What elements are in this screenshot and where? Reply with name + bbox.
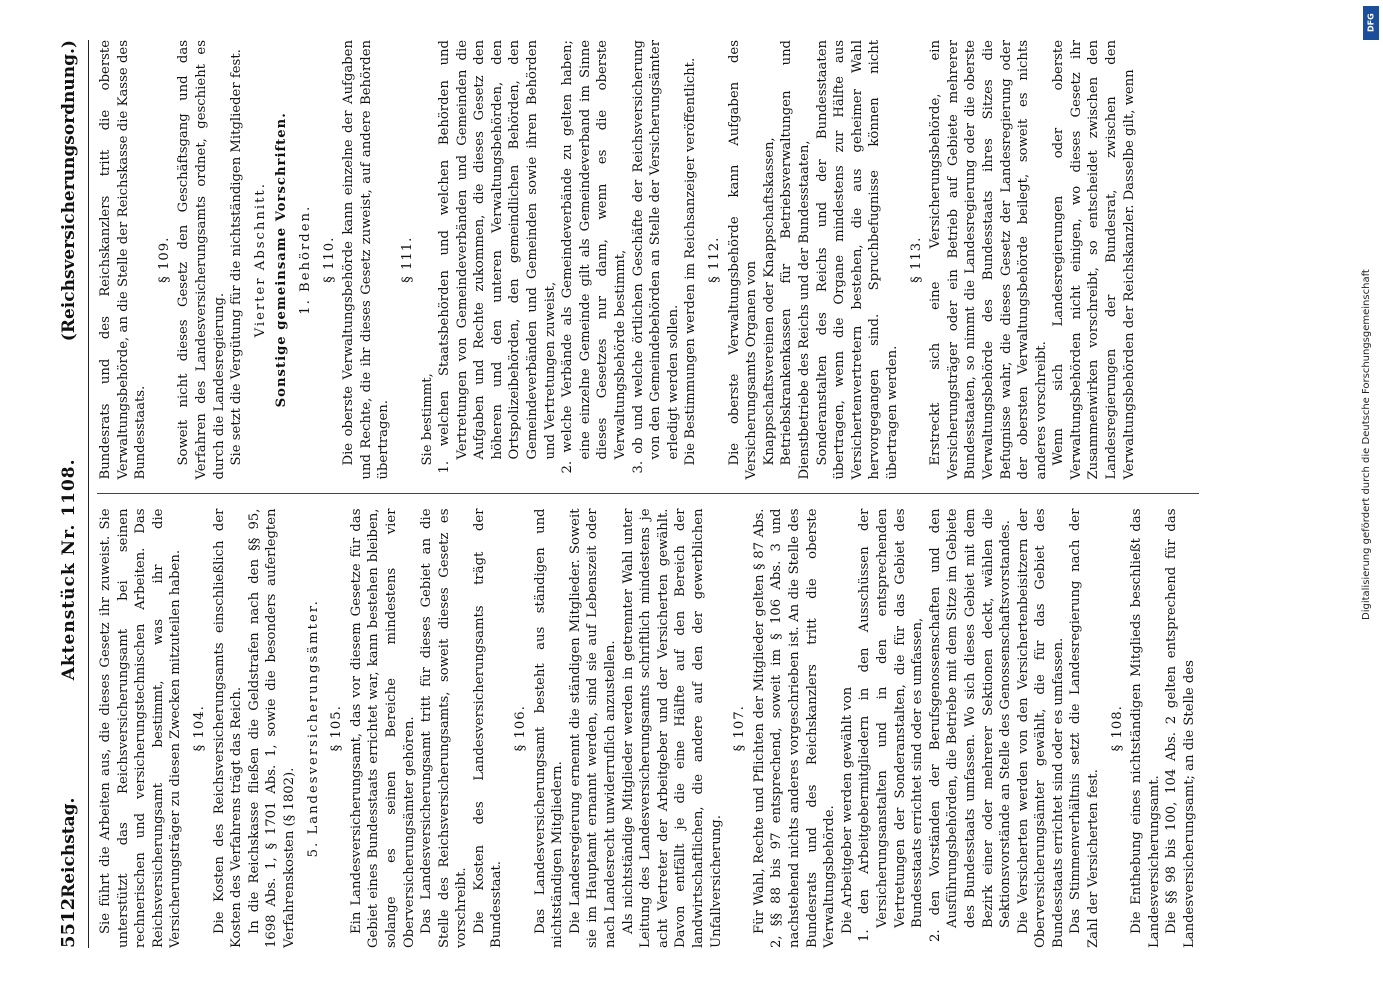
section-number: § 104. xyxy=(191,705,207,752)
paragraph: Sie führt die Arbeiten aus, die dieses Gesetz ihr zuweist. Sie unterstützt das Reichsversicherungsamt bei seinen rechnerischen und versicherungstechnischen Arbeiten. Das Reichsversicherungsamt bestimmt, was ihr die Versicherungsträger zu diesen Zwecken mitzuteilen haben. xyxy=(98,508,184,948)
section-number: § 113. xyxy=(908,236,924,283)
page-header xyxy=(58,40,89,948)
paragraph: Soweit nicht dieses Gesetz den Geschäftsgang und das Verfahren des Landesversicherungsamts ordnet, geschieht es durch die Landesregierung. xyxy=(176,40,227,480)
paragraph: Das Landesversicherungsamt besteht aus ständigen und nichtständigen Mitgliedern. xyxy=(532,508,566,948)
header-center: Aktenstück Nr. 1108. xyxy=(59,458,79,681)
paragraph: Betriebskrankenkassen für Betriebsverwaltungen und Dienstbetriebe des Reichs und der Bundesstaaten, xyxy=(779,40,812,480)
paragraph: Die Bestimmungen werden im Reichsanzeiger veröffentlicht. xyxy=(683,57,699,466)
paragraph: Die Kosten des Landesversicherungsamts trägt der Bundesstaat. xyxy=(471,508,505,948)
digitization-sidebar xyxy=(1357,0,1383,1000)
paragraph: Die Enthebung eines nichtständigen Mitglieds beschließt das Landesversicherungsamt. xyxy=(1129,508,1162,948)
left-column xyxy=(97,509,1199,949)
paragraph: Bundesrats und des Reichskanzlers tritt die oberste Verwaltungsbehörde, an die Stelle der Reichskasse die Kasse des Bundesstaats. xyxy=(98,40,149,480)
paragraph: Für Wahl, Rechte und Pflichten der Mitglieder gelten § 87 Abs. 2, §§ 88 bis 97 entsprechend, soweit im § 106 Abs. 3 und nachstehend nichts anderes vorgeschrieben ist. An die Stelle des Bundesrats und des Reichskanzlers tritt die oberste Verwaltungsbehörde. xyxy=(751,508,838,948)
subheading: 1. Behörden. xyxy=(297,204,313,315)
chapter-heading: Vierter Abschnitt. xyxy=(252,182,268,338)
dfg-logo: DFG xyxy=(1363,6,1379,40)
paragraph: Wenn sich Landesregierungen oder oberste Verwaltungsbehörden nicht einigen, wo dieses Gesetz ihr Zusammenwirken vorschreibt, so entscheidet zwischen den Landesregierungen der Bundesrat, zwischen den Verwaltungsbehörden der Reichskanzler. Dasselbe gilt, wenn xyxy=(1051,40,1137,480)
column-divider xyxy=(97,494,1199,495)
section-number: § 111. xyxy=(399,236,415,283)
list-item: 2. welche Verbände als Gemeindeverbände zu gelten haben; eine einzelne Gemeinde gilt als Gemeindeverband im Sinne dieses Gesetzes nur dann, wenn es die oberste Verwaltungsbehörde bestimmt, xyxy=(560,40,629,474)
paragraph: Das Stimmenverhältnis setzt die Landesregierung nach der Zahl der Versicherten fest. xyxy=(1068,508,1102,948)
paragraph: In die Reichskasse fließen die Geldstrafen nach den §§ 95, 1698 Abs. 1, § 1701 Abs. 1, sowie die besonders auferlegten Verfahrenskosten (§ 1802). xyxy=(246,508,297,948)
paragraph: Die Arbeitgeber werden gewählt von xyxy=(839,686,855,934)
paragraph: Erstreckt sich eine Versicherungsbehörde, ein Versicherungsträger oder ein Betrieb auf Gebiete mehrerer Bundesstaaten, so nimmt die Landesregierung oder die oberste Verwaltungsbehörde des Bundesstaats ihres Sitzes die Befugnisse wahr, die dieses Gesetz der Landesregierung oder der obersten Verwaltungsbehörde beilegt, soweit es nichts anderes vorschreibt. xyxy=(928,40,1049,480)
header-right: (Reichsversicherungsordnung.) xyxy=(59,40,79,342)
paragraph: Sonderanstalten des Reichs und der Bundesstaaten übertragen, wenn die Organe mindestens zur Hälfte aus Versichertenvertretern bestehen, die aus geheimer Wahl hervorgegangen sind. Spruchbefugnisse können nicht übertragen werden. xyxy=(814,40,900,480)
paragraph: Als nichtständige Mitglieder werden in getrennter Wahl unter Leitung des Landesversicherungsamts schriftlich mindestens je acht Vertreter der Arbeitgeber und der Versicherten gewählt. Davon entfällt je die eine Hälfte auf den Bereich der landwirtschaftlichen, die andere auf den der gewerblichen Unfallversicherung. xyxy=(620,508,724,948)
paragraph: Ein Landesversicherungsamt, das vor diesem Gesetze für das Gebiet eines Bundesstaats errichtet war, kann bestehen bleiben, solange es seinen Bereiche mindestens vier Oberversicherungsämter gehören. xyxy=(348,508,417,948)
paragraph: Sie setzt die Vergütung für die nichtständigen Mitglieder fest. xyxy=(229,49,245,466)
digitization-credit: Digitalisierung gefördert durch die Deutsche Forschungsgemeinschaft xyxy=(1361,269,1372,620)
list-item: 2. den Vorständen der Berufsgenossenschaften und den Ausführungsbehörden, die Betriebe mit dem Sitze im Gebiete des Bundesstaats umfassen. Wo sich dieses Gebiet mit dem Bezirk einer oder mehrerer Sektionen deckt, wählen die Sektionsvorstände an Stelle des Genossenschaftsvorstandes. xyxy=(927,508,1014,942)
paragraph: Sie bestimmt, xyxy=(419,373,435,466)
section-number: § 112. xyxy=(707,236,722,283)
paragraph: Die Landesregierung ernennt die ständigen Mitglieder. Soweit sie im Hauptamt ernannt werden, sind sie auf Lebenszeit oder nach Landesrecht unwiderruflich anzustellen. xyxy=(567,508,619,948)
right-column xyxy=(97,40,1199,480)
text-columns xyxy=(97,40,1199,948)
paragraph: Die oberste Verwaltungsbehörde kann Aufgaben des Versicherungsamts Organen von xyxy=(726,40,760,480)
list-item: 1. welchen Staatsbehörden und welchen Behörden und Vertretungen von Gemeindeverbänden und Gemeinden die Aufgaben und Rechte zukommen, die dieses Gesetz den höheren und den unteren Verwaltungsbehörden, den Ortspolizeibehörden, den gemeindlichen Behörden, den Gemeindeverbänden und Gemeinden sowie ihren Behörden und Vertretungen zuweist, xyxy=(437,40,558,474)
chapter-title: Sonstige gemeinsame Vorschriften. xyxy=(274,112,290,408)
section-number: § 106. xyxy=(513,705,529,752)
subheading: 5. Landesversicherungsämter. xyxy=(305,599,321,858)
page-number: 5512 xyxy=(58,897,79,948)
paragraph: Das Landesversicherungsamt tritt für dieses Gebiet an die Stelle des Reichsversicherungsamts, soweit dieses Gesetz es vorschreibt. xyxy=(419,508,470,948)
paragraph: Die Kosten des Reichsversicherungsamts einschließlich der Kosten des Verfahrens trägt das Reich. xyxy=(211,508,245,948)
header-left: Reichstag. xyxy=(59,797,79,898)
list-item: 3. ob und welche örtlichen Geschäfte der Reichsversicherung von den Gemeindebehörden an Stelle der Versicherungsämter erledigt werden sollen. xyxy=(630,40,681,474)
paragraph: Die §§ 98 bis 100, 104 Abs. 2 gelten entsprechend für das Landesversicherungsamt; an die Stelle des xyxy=(1164,508,1198,948)
section-number: § 107. xyxy=(732,705,748,752)
paragraph: Die Versicherten werden von den Versichertenbeisitzern der Oberversicherungsämter gewählt, die für das Gebiet des Bundesstaats errichtet sind oder es umfassen. xyxy=(1015,508,1066,948)
list-item: 1. den Arbeitgebermitgliedern in den Ausschüssen der Versicherungsanstalten und in den entsprechenden Vertretungen der Sonderanstalten, die für das Gebiet des Bundesstaats errichtet sind oder es umfassen, xyxy=(857,508,926,942)
section-number: § 105. xyxy=(329,705,345,752)
section-number: § 109. xyxy=(156,236,172,283)
section-number: § 110. xyxy=(321,236,337,283)
paragraph: Knappschaftsvereinen oder Knappschaftskassen, xyxy=(761,137,777,466)
section-number: § 108. xyxy=(1109,705,1125,752)
paragraph: Die oberste Verwaltungsbehörde kann einzelne der Aufgaben und Rechte, die ihr dieses Gesetz zuweist, auf andere Behörden übertragen. xyxy=(341,40,392,480)
